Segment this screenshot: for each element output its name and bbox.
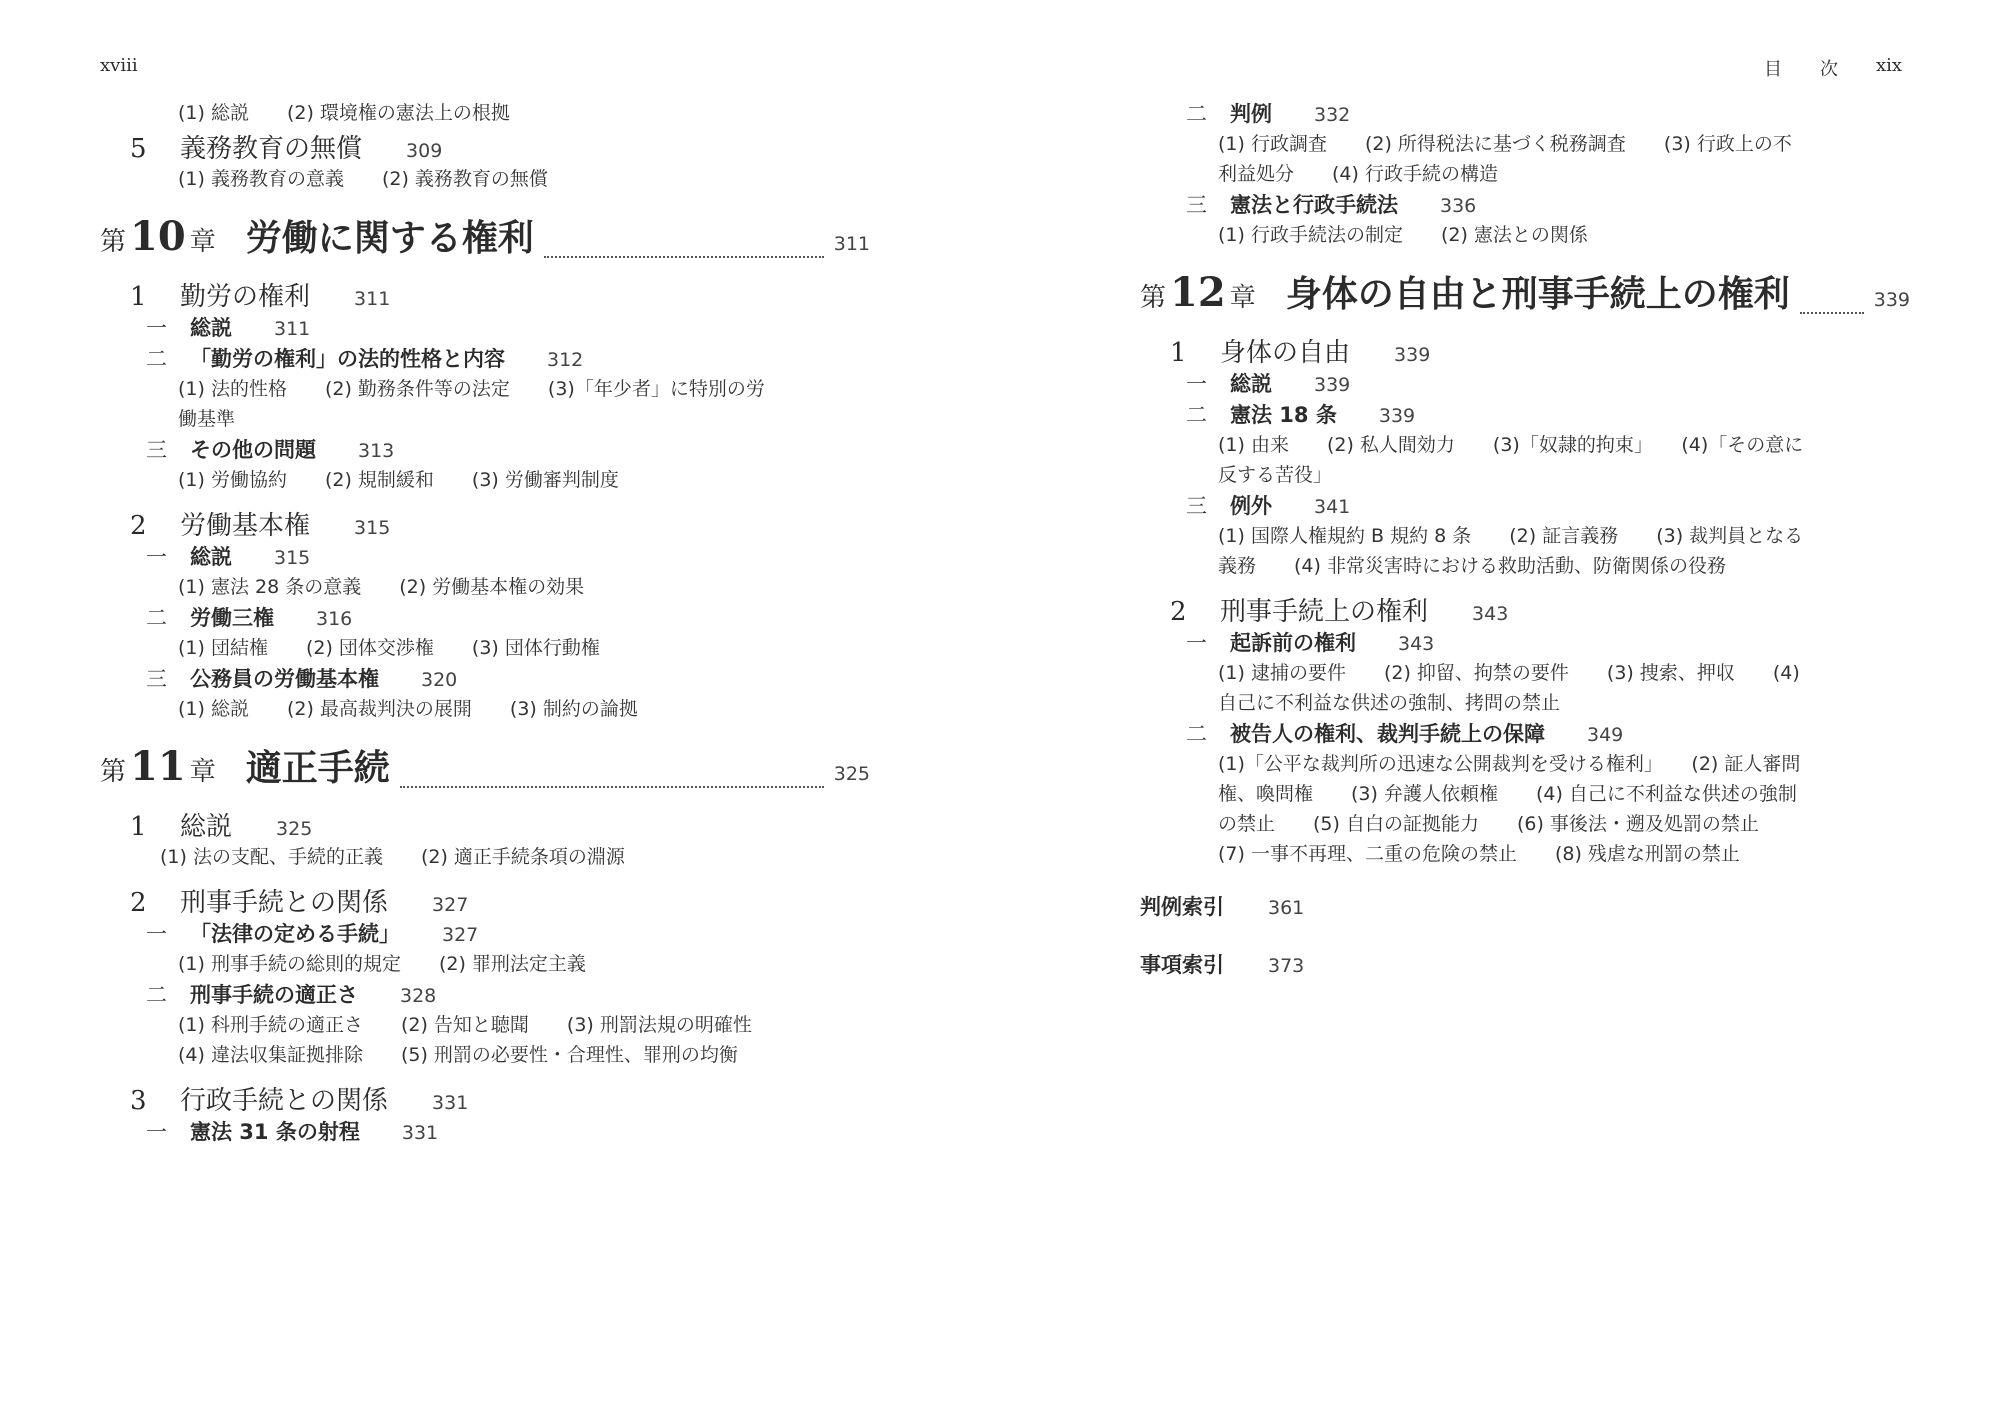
- subsection-page: 343: [1398, 633, 1435, 655]
- subsection-title: 総説: [190, 316, 232, 340]
- subsection-page: 315: [274, 547, 311, 569]
- subsection-number: 一: [146, 1120, 167, 1144]
- toc-items: (1) 国際人権規約 B 規約 8 条 (2) 証言義務 (3) 裁判員となる義務 (4) 非常災害時における救助活動、防衛関係の役務: [1218, 525, 1804, 577]
- toc-subsection[interactable]: [146, 312, 870, 343]
- toc-items: (1) 法の支配、手続的正義 (2) 適正手続条項の淵源: [160, 846, 625, 868]
- section-title: 労働基本権: [180, 511, 311, 541]
- toc-section[interactable]: [1170, 591, 1910, 627]
- section-number: 1: [1170, 338, 1187, 368]
- toc-subsection[interactable]: [146, 434, 870, 465]
- toc-items: (1) 憲法 28 条の意義 (2) 労働基本権の効果: [178, 576, 585, 598]
- toc-items: (1) 由来 (2) 私人間効力 (3)「奴隷的拘束」 (4)「その意に反する苦役」: [1218, 434, 1804, 486]
- subsection-page: 336: [1440, 195, 1477, 217]
- toc-subsection[interactable]: [1186, 98, 1910, 129]
- subsection-number: 三: [1186, 193, 1207, 217]
- toc-items: (1) 刑事手続の総則的規定 (2) 罪刑法定主義: [178, 953, 586, 975]
- subsection-number: 二: [1186, 102, 1207, 126]
- section-page: 327: [432, 894, 469, 916]
- subsection-title: 例外: [1230, 494, 1272, 518]
- toc-section[interactable]: [130, 882, 870, 918]
- subsection-page: 312: [547, 349, 584, 371]
- page-number-header: xix: [1875, 55, 1902, 76]
- toc-subsection[interactable]: [146, 663, 870, 694]
- subsection-number: 二: [1186, 403, 1207, 427]
- right-page: [1000, 0, 2000, 1424]
- subsection-page: 328: [400, 985, 437, 1007]
- chapter-title: 適正手続: [245, 747, 390, 789]
- chapter-label: 第: [1140, 283, 1167, 313]
- subsection-page: 313: [358, 440, 395, 462]
- header-label: 次: [1819, 59, 1838, 80]
- chapter-page: 311: [833, 233, 870, 255]
- toc-items: (1) 科刑手続の適正さ (2) 告知と聴聞 (3) 刑罰法規の明確性 (4) 違法収集証拠排除 (5) 刑罰の必要性・合理性、罪刑の均衡: [178, 1014, 790, 1066]
- toc-items: (1) 行政手続法の制定 (2) 憲法との関係: [1218, 224, 1588, 246]
- toc-items: (1) 義務教育の意義 (2) 義務教育の無償: [178, 168, 548, 190]
- toc-items: (1) 逮捕の要件 (2) 抑留、拘禁の要件 (3) 捜索、押収 (4) 自己に不利益な供述の強制、拷問の禁止: [1218, 662, 1800, 714]
- subsection-page: 331: [401, 1122, 439, 1144]
- toc-column-left: [100, 98, 870, 1147]
- section-title: 総説: [180, 812, 233, 842]
- page-header: [1764, 55, 1902, 81]
- chapter-label: 第: [100, 757, 127, 787]
- subsection-page: 339: [1314, 374, 1351, 396]
- toc-subsection[interactable]: [146, 918, 870, 949]
- subsection-number: 二: [146, 983, 167, 1007]
- chapter-heading[interactable]: [100, 210, 870, 268]
- section-title: 勤労の権利: [180, 282, 311, 312]
- subsection-page: 332: [1314, 104, 1351, 126]
- chapter-label: 章: [1229, 283, 1256, 313]
- toc-subsection[interactable]: [146, 602, 870, 633]
- subsection-title: 憲法 31 条の射程: [190, 1120, 360, 1144]
- toc-column-right: [1140, 98, 1910, 1007]
- subsection-title: 総説: [190, 545, 232, 569]
- toc-subsection[interactable]: [146, 541, 870, 572]
- chapter-title: 労働に関する権利: [245, 217, 534, 259]
- subsection-page: 316: [316, 608, 353, 630]
- toc-subsection[interactable]: [1186, 399, 1910, 430]
- section-title: 刑事手続との関係: [180, 888, 389, 918]
- toc-subsection[interactable]: [1186, 368, 1910, 399]
- chapter-label: 章: [189, 227, 216, 257]
- subsection-number: 一: [146, 316, 167, 340]
- chapter-label: 第: [100, 227, 127, 257]
- chapter-heading[interactable]: [1140, 266, 1910, 324]
- subsection-number: 二: [1186, 722, 1207, 746]
- subsection-number: 一: [1186, 631, 1207, 655]
- page-number-header: xviii: [100, 55, 138, 76]
- index-entry[interactable]: [1140, 949, 1910, 1007]
- subsection-number: 一: [1186, 372, 1207, 396]
- section-title: 行政手続との関係: [180, 1086, 389, 1116]
- section-number: 1: [130, 812, 147, 842]
- subsection-title: 「法律の定める手続」: [190, 922, 400, 946]
- subsection-number: 一: [146, 545, 167, 569]
- section-number: 3: [130, 1086, 147, 1116]
- subsection-title: 公務員の労働基本権: [190, 667, 379, 691]
- chapter-heading[interactable]: [100, 740, 870, 798]
- section-number: 5: [130, 134, 147, 164]
- chapter-number: 12: [1170, 269, 1226, 316]
- dot-leader: [400, 785, 824, 788]
- subsection-title: 憲法と行政手続法: [1230, 193, 1398, 217]
- index-entry[interactable]: [1140, 891, 1910, 949]
- section-title: 刑事手続上の権利: [1220, 597, 1429, 627]
- subsection-number: 二: [146, 347, 167, 371]
- subsection-title: 労働三権: [190, 606, 274, 630]
- section-number: 2: [130, 511, 147, 541]
- toc-section[interactable]: [130, 128, 870, 164]
- subsection-title: 「勤労の権利」の法的性格と内容: [190, 347, 505, 371]
- chapter-title: 身体の自由と刑事手続上の権利: [1285, 273, 1790, 315]
- chapter-number: 10: [130, 213, 186, 260]
- section-page: 331: [432, 1092, 469, 1114]
- section-title: 身体の自由: [1220, 338, 1351, 368]
- subsection-page: 349: [1587, 724, 1624, 746]
- toc-section[interactable]: [130, 1080, 870, 1116]
- subsection-number: 二: [146, 606, 167, 630]
- section-page: 315: [354, 517, 391, 539]
- toc-section[interactable]: [130, 505, 870, 541]
- toc-items: (1) 団結権 (2) 団体交渉権 (3) 団体行動権: [178, 637, 600, 659]
- section-title: 義務教育の無償: [180, 134, 363, 164]
- section-page: 343: [1472, 603, 1509, 625]
- subsection-title: 判例: [1230, 102, 1272, 126]
- index-page: 361: [1268, 897, 1305, 919]
- index-title: 事項索引: [1140, 953, 1224, 977]
- subsection-page: 311: [274, 318, 311, 340]
- toc-subsection[interactable]: [1186, 627, 1910, 658]
- subsection-page: 341: [1314, 496, 1351, 518]
- chapter-number: 11: [130, 743, 186, 790]
- toc-subsection[interactable]: [146, 979, 870, 1010]
- index-title: 判例索引: [1140, 895, 1224, 919]
- toc-subsection[interactable]: [146, 343, 870, 374]
- chapter-page: 339: [1873, 289, 1910, 311]
- toc-items: (1)「公平な裁判所の迅速な公開裁判を受ける権利」 (2) 証人審問権、喚問権 (3) 弁護人依頼権 (4) 自己に不利益な供述の強制の禁止 (5) 自白の証拠能力 (6) 事後法・遡及処罰の禁止 (7) 一事不再理、二重の危険の禁止 (8) 残虐な刑罰の禁止: [1218, 753, 1801, 865]
- subsection-page: 327: [442, 924, 479, 946]
- chapter-label: 章: [189, 757, 216, 787]
- subsection-number: 三: [146, 667, 167, 691]
- toc-subsection[interactable]: [146, 1116, 870, 1147]
- subsection-number: 三: [146, 438, 167, 462]
- section-page: 339: [1394, 344, 1431, 366]
- section-number: 1: [130, 282, 147, 312]
- subsection-title: 憲法 18 条: [1230, 403, 1337, 427]
- header-label: 目: [1763, 59, 1782, 80]
- section-page: 311: [354, 288, 391, 310]
- subsection-page: 339: [1378, 405, 1416, 427]
- index-page: 373: [1268, 955, 1305, 977]
- subsection-page: 320: [421, 669, 458, 691]
- section-number: 2: [130, 888, 147, 918]
- subsection-title: 刑事手続の適正さ: [190, 983, 358, 1007]
- toc-subsection[interactable]: [1186, 718, 1910, 749]
- toc-items: (1) 法的性格 (2) 勤務条件等の法定 (3)「年少者」に特別の労働基準: [178, 378, 765, 430]
- subsection-title: 起訴前の権利: [1230, 631, 1356, 655]
- toc-section[interactable]: [130, 806, 870, 842]
- dot-leader: [1800, 311, 1864, 314]
- dot-leader: [544, 255, 824, 258]
- toc-items: (1) 労働協約 (2) 規制緩和 (3) 労働審判制度: [178, 469, 619, 491]
- chapter-page: 325: [833, 763, 870, 785]
- subsection-title: 総説: [1230, 372, 1272, 396]
- toc-subsection[interactable]: [1186, 189, 1910, 220]
- section-number: 2: [1170, 597, 1187, 627]
- toc-subsection[interactable]: [1186, 490, 1910, 521]
- subsection-title: その他の問題: [190, 438, 316, 462]
- toc-items: (1) 総説 (2) 最高裁判決の展開 (3) 制約の論拠: [178, 698, 638, 720]
- toc-section[interactable]: [130, 276, 870, 312]
- toc-items: (1) 行政調査 (2) 所得税法に基づく税務調査 (3) 行政上の不利益処分 (4) 行政手続の構造: [1218, 133, 1792, 185]
- subsection-title: 被告人の権利、裁判手続上の保障: [1230, 722, 1545, 746]
- toc-items: (1) 総説 (2) 環境権の憲法上の根拠: [178, 102, 510, 124]
- section-page: 325: [276, 818, 313, 840]
- subsection-number: 三: [1186, 494, 1207, 518]
- toc-section[interactable]: [1170, 332, 1910, 368]
- section-page: 309: [406, 140, 443, 162]
- subsection-number: 一: [146, 922, 167, 946]
